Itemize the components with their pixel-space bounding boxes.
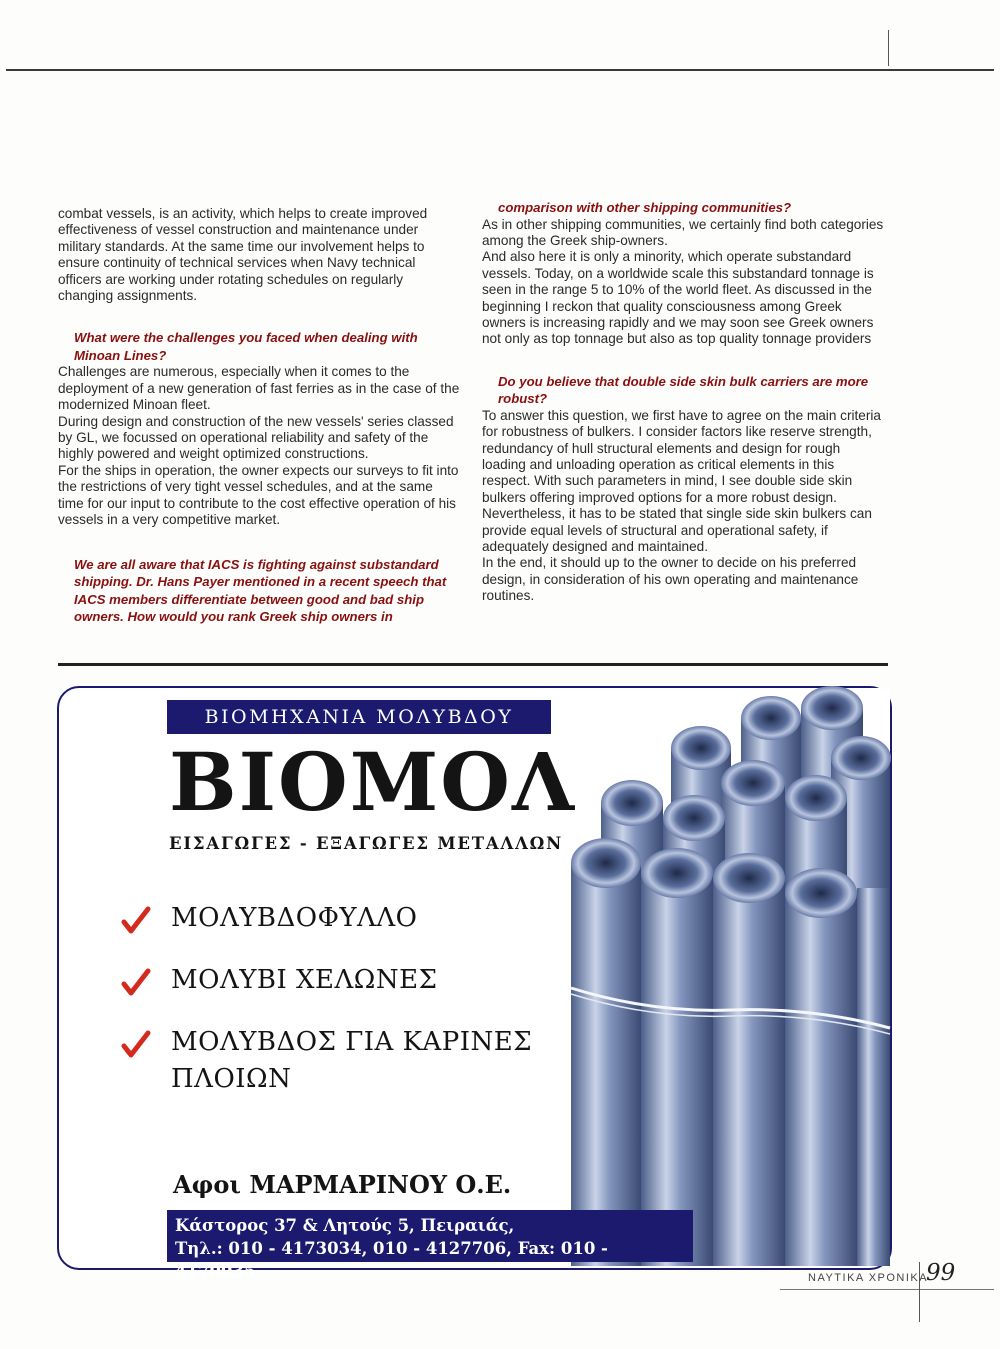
product-label: ΜΟΛΥΒΔΟΦΥΛΛΟ bbox=[171, 903, 418, 933]
checkmark-icon bbox=[121, 1030, 151, 1058]
answer-paragraph: To answer this question, we first have to agree on the main criteria for robustness of bulkers. I consider factors like reserve strength, redundancy of hull structural elements and design for rough loading and unloading operation as critical elements in this respect. With such parameters in mind, I see double side skin bulkers offering improved options for a more robust design. Nevertheless, it has to be stated that single side skin bulkers can provide equal levels of structural and operational safety, if adequately designed and maintained. bbox=[482, 407, 881, 554]
answer-paragraph: In the end, it should up to the owner to decide on his preferred design, in consideration of his own operating and maintenance routines. bbox=[482, 555, 859, 604]
question-bulk-carriers: Do you believe that double side skin bulk carriers are more robust? bbox=[498, 373, 869, 407]
ad-subtitle: ΕΙΣΑΓΩΓΕΣ - ΕΞΑΓΩΓΕΣ ΜΕΤΑΛΛΩΝ bbox=[169, 834, 564, 853]
answer-paragraph: And also here it is only a minority, which operate substandard vessels. Today, on a worldwide scale this substandard tonnage is seen in the range 5 to 10% of the world fleet. As discussed in the beginning I reckon that quality consciousness among Greek owners is increasing rapidly and we may soon see Greek owners not only as top tonnage but also as top quality tonnage providers bbox=[482, 249, 874, 347]
product-list bbox=[121, 900, 571, 1123]
question-iacs: We are all aware that IACS is fighting against substandard shipping. Dr. Hans Payer mentioned in a recent speech that IACS members differentiate between good and bad ship owners. How would you rank Greek ship owners in bbox=[74, 556, 447, 624]
product-label: ΜΟΛΥΒΔΟΣ ΓΙΑ ΚΑΡΙΝΕΣ ΠΛΟΙΩΝ bbox=[171, 1027, 533, 1094]
magazine-name: ΝΑΥΤΙΚΑ ΧΡΟΝΙΚΑ bbox=[808, 1272, 929, 1284]
question-minoan: What were the challenges you faced when dealing with Minoan Lines? bbox=[74, 330, 418, 363]
product-item bbox=[121, 962, 571, 999]
product-item bbox=[121, 900, 571, 937]
brand-logo-text: ΒΙΟΜΟΛ bbox=[169, 735, 577, 829]
header-rule bbox=[6, 69, 994, 71]
article-column-right bbox=[482, 199, 886, 605]
phone-line: Τηλ.: 010 - 4173034, 010 - 4127706, Fax: 010 - 4170035 bbox=[175, 1239, 608, 1281]
contact-box bbox=[167, 1210, 693, 1281]
company-name: Αφοι ΜΑΡΜΑΡΙΝΟΥ Ο.Ε. bbox=[173, 1170, 512, 1199]
footer-divider bbox=[919, 1262, 920, 1322]
answer-paragraph: As in other shipping communities, we certainly find both categories among the Greek ship-owners. bbox=[482, 216, 884, 248]
address-line: Κάστορος 37 & Λητούς 5, Πειραιάς, bbox=[175, 1216, 515, 1235]
article-divider bbox=[58, 663, 888, 666]
answer-paragraph: During design and construction of the new vessels' series classed by GL, we focussed on operational reliability and safety of the highly powered and weight optimized constructions. bbox=[58, 413, 454, 462]
product-item bbox=[121, 1024, 571, 1098]
lead-rolls-photo bbox=[571, 688, 890, 1266]
answer-paragraph: For the ships in operation, the owner expects our surveys to fit into the restrictions of very tight vessel schedules, and at the same time for our input to contribute to the cost effective operation of his vessels in a very competitive market. bbox=[58, 462, 459, 528]
paragraph-intro: combat vessels, is an activity, which helps to create improved effectiveness of vessel construction and maintenance under military standards. At the same time our involvement helps to ensure continuity of technical services when Navy technical officers are working under rotating schedules on regularly changing assignments. bbox=[58, 206, 428, 304]
crop-mark bbox=[888, 30, 889, 66]
checkmark-icon bbox=[121, 906, 151, 934]
article-column-left bbox=[58, 206, 462, 626]
question-iacs-continued: comparison with other shipping communities? bbox=[498, 200, 792, 215]
answer-paragraph: Challenges are numerous, especially when it comes to the deployment of a new generation of fast ferries as in the case of the modernized Minoan fleet. bbox=[58, 364, 460, 413]
page-number: 99 bbox=[926, 1260, 956, 1286]
footer-rule bbox=[780, 1289, 994, 1290]
roll-group-front bbox=[571, 838, 890, 1266]
ad-banner: ΒΙΟΜΗΧΑΝΙΑ ΜΟΛΥΒΔΟΥ bbox=[167, 700, 551, 734]
checkmark-icon bbox=[121, 968, 151, 996]
product-label: ΜΟΛΥΒΙ ΧΕΛΩΝΕΣ bbox=[171, 965, 438, 995]
